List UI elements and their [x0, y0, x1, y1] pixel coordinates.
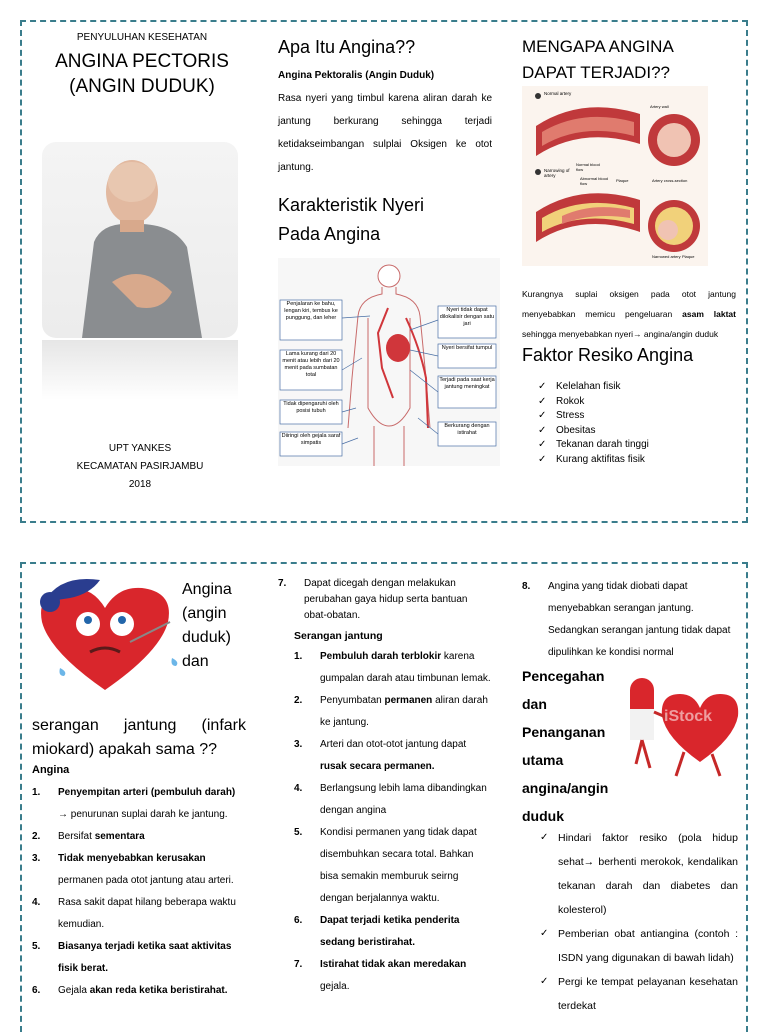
item-bold: Istirahat tidak akan meredakan	[320, 959, 467, 970]
diagram-label-right-3: Terjadi pada saat kerja jantung meningkat	[439, 377, 495, 390]
characteristics-heading-line1: Karakteristik Nyeri	[278, 195, 425, 215]
why-section	[522, 34, 736, 86]
risk-heading: Faktor Resiko Angina	[522, 345, 694, 365]
arrow-icon: →	[633, 329, 642, 339]
label-abnormal-flow: Abnormal blood flow	[580, 176, 609, 186]
item-number: 4.	[294, 783, 303, 794]
item-bold: sementara	[94, 831, 145, 842]
watermark: iStock	[664, 708, 713, 725]
angina-list	[32, 782, 246, 1002]
prevention-item: ✓ Pemberian obat antiangina (contoh : ISDN yang digunakan di bawah lidah)	[540, 922, 738, 970]
prevention-list	[540, 826, 738, 1018]
man-chest-pain-photo	[42, 142, 238, 338]
item-text: Angina yang tidak diobati dapat menyebabkan serangan jantung. Sedangkan serangan jantung tidak dapat dipulihkan ke kondisi normal	[548, 581, 731, 658]
heart-attack-item	[294, 690, 492, 734]
label-artery-wall: Artery wall	[650, 104, 669, 109]
item-number: 6.	[32, 985, 41, 996]
diagram-label-left-4: Diiringi oleh gejala saraf simpatis	[281, 433, 341, 446]
what-is-section	[278, 34, 492, 249]
item-number: 4.	[32, 897, 41, 908]
risk-item: ✓ Stress	[538, 409, 736, 424]
label-normal-flow: Normal blood flow	[576, 162, 600, 172]
item-bold: rusak secara permanen.	[320, 761, 435, 772]
cover-kicker: PENYULUHAN KESEHATAN	[76, 32, 208, 43]
heart-attack-item	[294, 954, 492, 998]
risk-section	[522, 342, 736, 467]
angina-item	[32, 848, 246, 892]
item-number: 8.	[522, 581, 531, 592]
item-pre: Gejala	[58, 985, 90, 996]
what-is-subheading: Angina Pektoralis (Angin Duduk)	[278, 70, 435, 81]
angina-item	[32, 782, 246, 826]
characteristics-heading	[278, 191, 492, 249]
item-number: 2.	[32, 831, 41, 842]
middle-column	[278, 576, 492, 998]
angina-item	[32, 826, 246, 848]
label-plaque-2: Plaque	[682, 254, 695, 259]
item-text: karena gumpalan darah atau timbunan lemak.	[320, 651, 491, 684]
compare-title-word: dan	[182, 653, 209, 670]
item-pre: Arteri dan otot-otot jantung dapat	[320, 739, 467, 750]
item-bold: Penyempitan arteri (pembuluh darah)	[58, 787, 236, 798]
cover-title-line1: ANGINA PECTORIS	[55, 51, 229, 72]
item-bold: Dapat terjadi ketika penderita sedang beristirahat.	[320, 915, 460, 948]
item-number: 7.	[294, 959, 303, 970]
compare-title-line1: serangan jantung (infark	[32, 717, 246, 734]
item-bold: permanen	[384, 695, 433, 706]
item-number: 2.	[294, 695, 303, 706]
diagram-label-left-1: Penjalaran ke bahu, lengan kiri, tembus ke punggung, dan leher	[284, 301, 338, 321]
heart-attack-item	[294, 646, 492, 690]
compare-title-words	[182, 578, 232, 674]
prevention-heading-line: Penanganan	[522, 724, 606, 740]
what-is-heading: Apa Itu Angina??	[278, 37, 416, 57]
item-number: 3.	[32, 853, 41, 864]
why-body-bold: asam laktat	[682, 309, 736, 319]
label-plaque: Plaque	[616, 178, 629, 183]
angina-item	[32, 892, 246, 936]
diagram-label-left-3: Tidak dipengaruhi oleh posisi tubuh	[283, 401, 339, 414]
why-heading-line1: MENGAPA ANGINA	[522, 37, 674, 56]
angina-item	[32, 936, 246, 980]
risk-item: ✓ Kurang aktifitas fisik	[538, 453, 736, 468]
label-cross-section: Artery cross-section	[652, 178, 688, 183]
label-narrowed-artery: Narrowed artery	[652, 254, 681, 259]
item-number: 3.	[294, 739, 303, 750]
why-body-text-1: Kurangnya suplai oksigen pada otot jantung menyebabkan memicu pengeluaran	[522, 289, 736, 319]
angina-list-continued	[278, 576, 492, 624]
compare-title-line2: miokard) apakah sama ??	[32, 741, 217, 758]
brochure-front-panel	[20, 20, 748, 523]
artery-narrowing-diagram	[522, 86, 708, 266]
label-narrowing: Narrowing of artery	[544, 168, 570, 178]
what-is-body: Rasa nyeri yang timbul karena aliran darah ke jantung berkurang sehingga terjadi ketidakseimbangan sulplai Oksigen ke otot jantung.	[278, 93, 492, 173]
item-number: 1.	[294, 651, 303, 662]
item-text: Dapat dicegah dengan melakukan perubahan gaya hidup serta bantuan obat-obatan.	[304, 578, 468, 621]
prevention-heading-line: dan	[522, 696, 547, 712]
prevention-heading-line: utama	[522, 752, 564, 768]
why-body-text-2: sehingga menyebabkan nyeri	[522, 329, 634, 339]
diagram-label-left-2: Lama kurang dari 20 menit atau lebih dari 20 menit pada sumbatan total	[282, 351, 340, 378]
item-bold: Pembuluh darah terblokir	[320, 651, 442, 662]
diagram-label-right-1: Nyeri tidak dapat dilokalisir dengan satu jari	[439, 307, 495, 327]
label-normal-artery: Normal artery	[544, 91, 572, 96]
item-bold: Biasanya terjadi ketika saat aktivitas fisik berat.	[58, 941, 232, 974]
risk-list	[538, 380, 736, 467]
item-bold: akan reda ketika beristirahat.	[89, 985, 228, 996]
item-number: 5.	[32, 941, 41, 952]
prevention-heading	[522, 662, 622, 830]
why-heading	[522, 34, 736, 86]
pain-characteristics-diagram	[278, 258, 500, 466]
compare-title	[32, 714, 246, 762]
heart-attack-list	[294, 646, 492, 998]
item-number: 7.	[278, 578, 287, 589]
item-number: 5.	[294, 827, 303, 838]
heart-attack-item	[294, 822, 492, 910]
prevention-item: ✓ Hindari faktor resiko (pola hidup sehat→ berhenti merokok, kendalikan tekanan darah dan diabetes dan kolesterol)	[540, 826, 738, 922]
prevention-heading-line: angina/angin	[522, 780, 609, 796]
brochure-back-panel	[20, 562, 748, 1032]
item-text: Rasa sakit dapat hilang beberapa waktu kemudian.	[58, 897, 236, 930]
item-text: permanen pada otot jantung atau arteri.	[58, 875, 234, 886]
diagram-label-right-4: Berkurang dengan istirahat	[444, 423, 490, 436]
org-line1: UPT YANKES	[108, 443, 172, 454]
item-pre: Bersifat	[58, 831, 95, 842]
photo-reflection	[42, 340, 238, 400]
sad-heart-illustration	[30, 572, 180, 694]
cover-header	[42, 32, 242, 99]
item-number: 1.	[32, 787, 41, 798]
angina-label: Angina	[32, 764, 70, 776]
why-body	[522, 284, 736, 344]
item-text: Kondisi permanen yang tidak dapat disembuhkan secara total. Bahkan bisa semakin memburuk seirng dengan berjalannya waktu.	[320, 827, 477, 904]
year: 2018	[128, 479, 152, 490]
cover-title-line2: (ANGIN DUDUK)	[69, 76, 215, 97]
item-number: 6.	[294, 915, 303, 926]
heart-attack-item	[522, 576, 738, 664]
item-text: gejala.	[320, 981, 350, 992]
prevention-item: ✓ Pergi ke tempat pelayanan kesehatan terdekat	[540, 970, 738, 1018]
heart-attack-item	[294, 734, 492, 778]
risk-item: ✓ Kelelahan fisik	[538, 380, 736, 395]
angina-item	[278, 576, 492, 624]
item-bold: Tidak menyebabkan kerusakan	[58, 853, 206, 864]
risk-item: ✓ Rokok	[538, 395, 736, 410]
why-body-text-3: angina/angin duduk	[641, 329, 719, 339]
heart-attack-label: Serangan jantung	[294, 630, 383, 642]
item-pre: Penyumbatan	[320, 695, 385, 706]
compare-title-word: Angina	[182, 581, 232, 598]
item-text: aliran darah ke jantung.	[320, 695, 488, 728]
item-text: → penurunan suplai darah ke jantung.	[58, 809, 228, 820]
heart-attack-item	[294, 778, 492, 822]
prevention-heading-line: Pencegahan	[522, 668, 605, 684]
compare-title-word: duduk)	[182, 629, 231, 646]
pill-heart-illustration	[622, 672, 742, 784]
characteristics-heading-line2: Pada Angina	[278, 224, 381, 244]
cover-footer	[42, 440, 238, 494]
compare-title-word: (angin	[182, 605, 227, 622]
heart-attack-item	[294, 910, 492, 954]
heart-attack-list-continued	[522, 576, 738, 664]
item-text: Berlangsung lebih lama dibandingkan dengan angina	[320, 783, 487, 816]
org-line2: KECAMATAN PASIRJAMBU	[76, 461, 204, 472]
angina-item	[32, 980, 246, 1002]
right-column	[522, 576, 738, 664]
diagram-label-right-2: Nyeri bersifat tumpul	[441, 345, 493, 351]
why-heading-line2: DAPAT TERJADI??	[522, 63, 671, 82]
risk-item: ✓ Tekanan darah tinggi	[538, 438, 736, 453]
prevention-heading-line: duduk	[522, 808, 564, 824]
risk-item: ✓ Obesitas	[538, 424, 736, 439]
